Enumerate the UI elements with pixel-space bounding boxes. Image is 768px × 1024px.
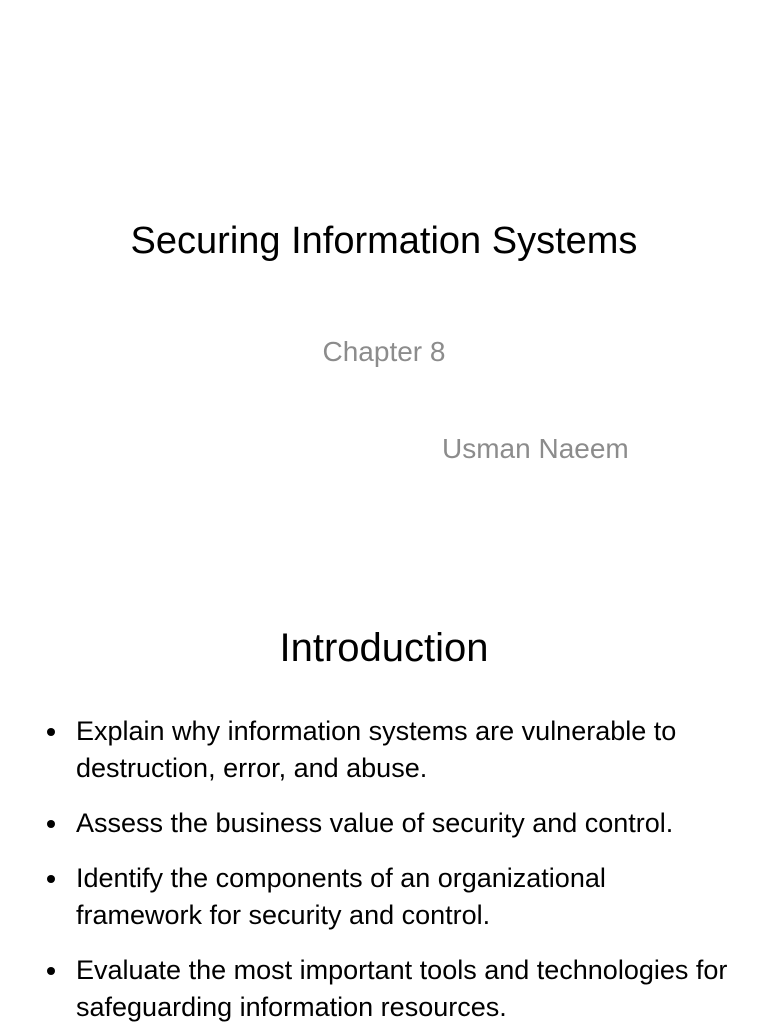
list-item [0,952,768,1024]
slide-subtitle: Chapter 8 [322,336,446,367]
bullet-icon [47,728,55,736]
introduction-slide [0,576,768,1024]
introduction-heading: Introduction [279,626,489,670]
list-item [0,805,768,842]
list-item-text: Identify the components of an organizational framework for security and control. [76,863,606,930]
list-item-text: Explain why information systems are vulnerable to destruction, error, and abuse. [76,716,677,783]
list-item-text: Assess the business value of security and control. [76,808,674,838]
slide-author: Usman Naeem [442,433,629,464]
list-item [0,713,768,787]
bullet-icon [47,820,55,828]
objectives-list [0,713,768,1024]
list-item-text: Evaluate the most important tools and technologies for safeguarding information resources. [76,955,728,1022]
list-item [0,860,768,934]
bullet-icon [47,875,55,883]
bullet-icon [47,967,55,975]
slide-title: Securing Information Systems [130,220,638,262]
